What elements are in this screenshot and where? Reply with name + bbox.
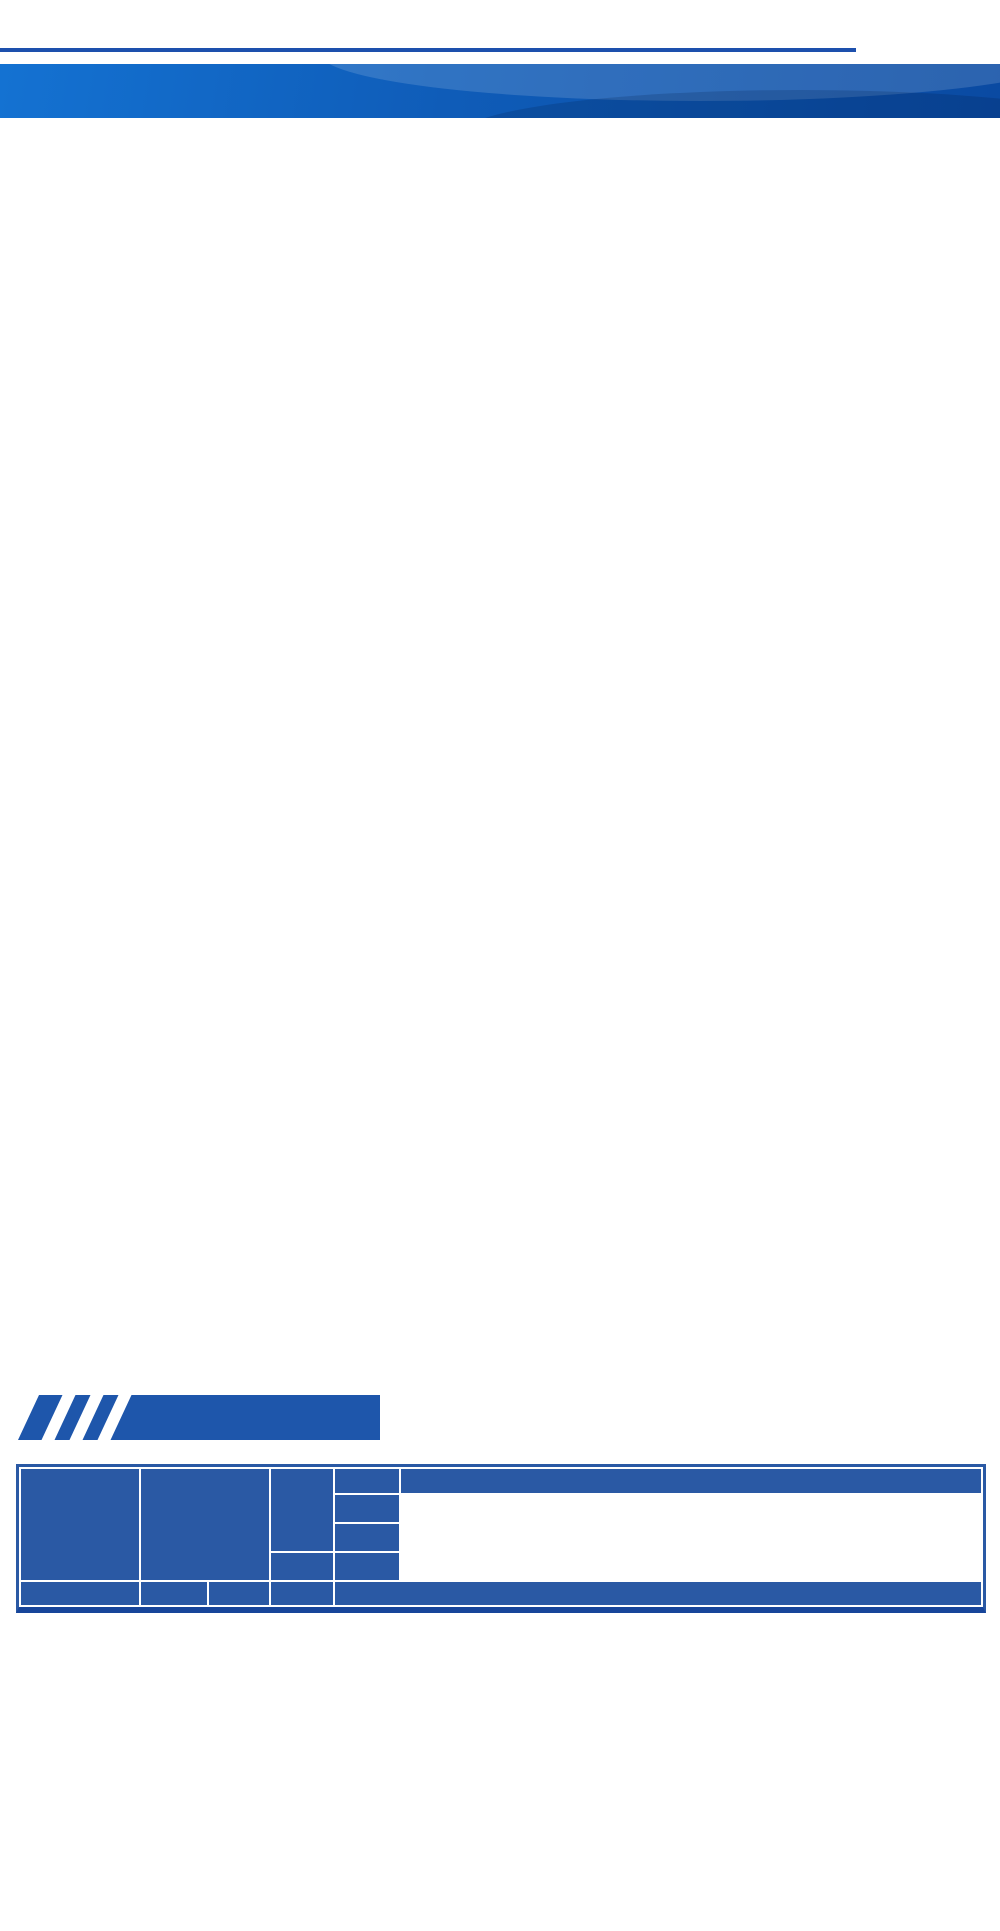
q-header-cell bbox=[335, 1469, 399, 1493]
motor-power-header-cell bbox=[141, 1469, 269, 1580]
blank-cell bbox=[21, 1582, 139, 1605]
header-rule bbox=[0, 48, 856, 52]
three-phase-header-cell bbox=[271, 1469, 333, 1551]
model-header-cell bbox=[21, 1469, 139, 1580]
brand-logo bbox=[976, 69, 978, 99]
brand-logo-mark bbox=[976, 69, 978, 96]
hp-header-cell bbox=[141, 1582, 207, 1605]
top-strip bbox=[0, 0, 1000, 64]
kw-header-cell bbox=[209, 1582, 269, 1605]
spec-table-wrapper bbox=[16, 1464, 986, 1613]
total-head-header-cell bbox=[335, 1582, 981, 1605]
header-banner bbox=[0, 64, 1000, 118]
voltage-cell bbox=[271, 1553, 333, 1580]
lmin-label-cell bbox=[335, 1553, 399, 1580]
model-tab bbox=[18, 1395, 380, 1440]
m3h-label-cell bbox=[335, 1524, 399, 1551]
subheader-row bbox=[21, 1582, 981, 1605]
amp-header-cell bbox=[271, 1582, 333, 1605]
table-header-row bbox=[21, 1469, 981, 1493]
spec-table bbox=[19, 1467, 983, 1607]
capacity-header-cell bbox=[401, 1469, 981, 1493]
usgpm-label-cell bbox=[335, 1495, 399, 1522]
